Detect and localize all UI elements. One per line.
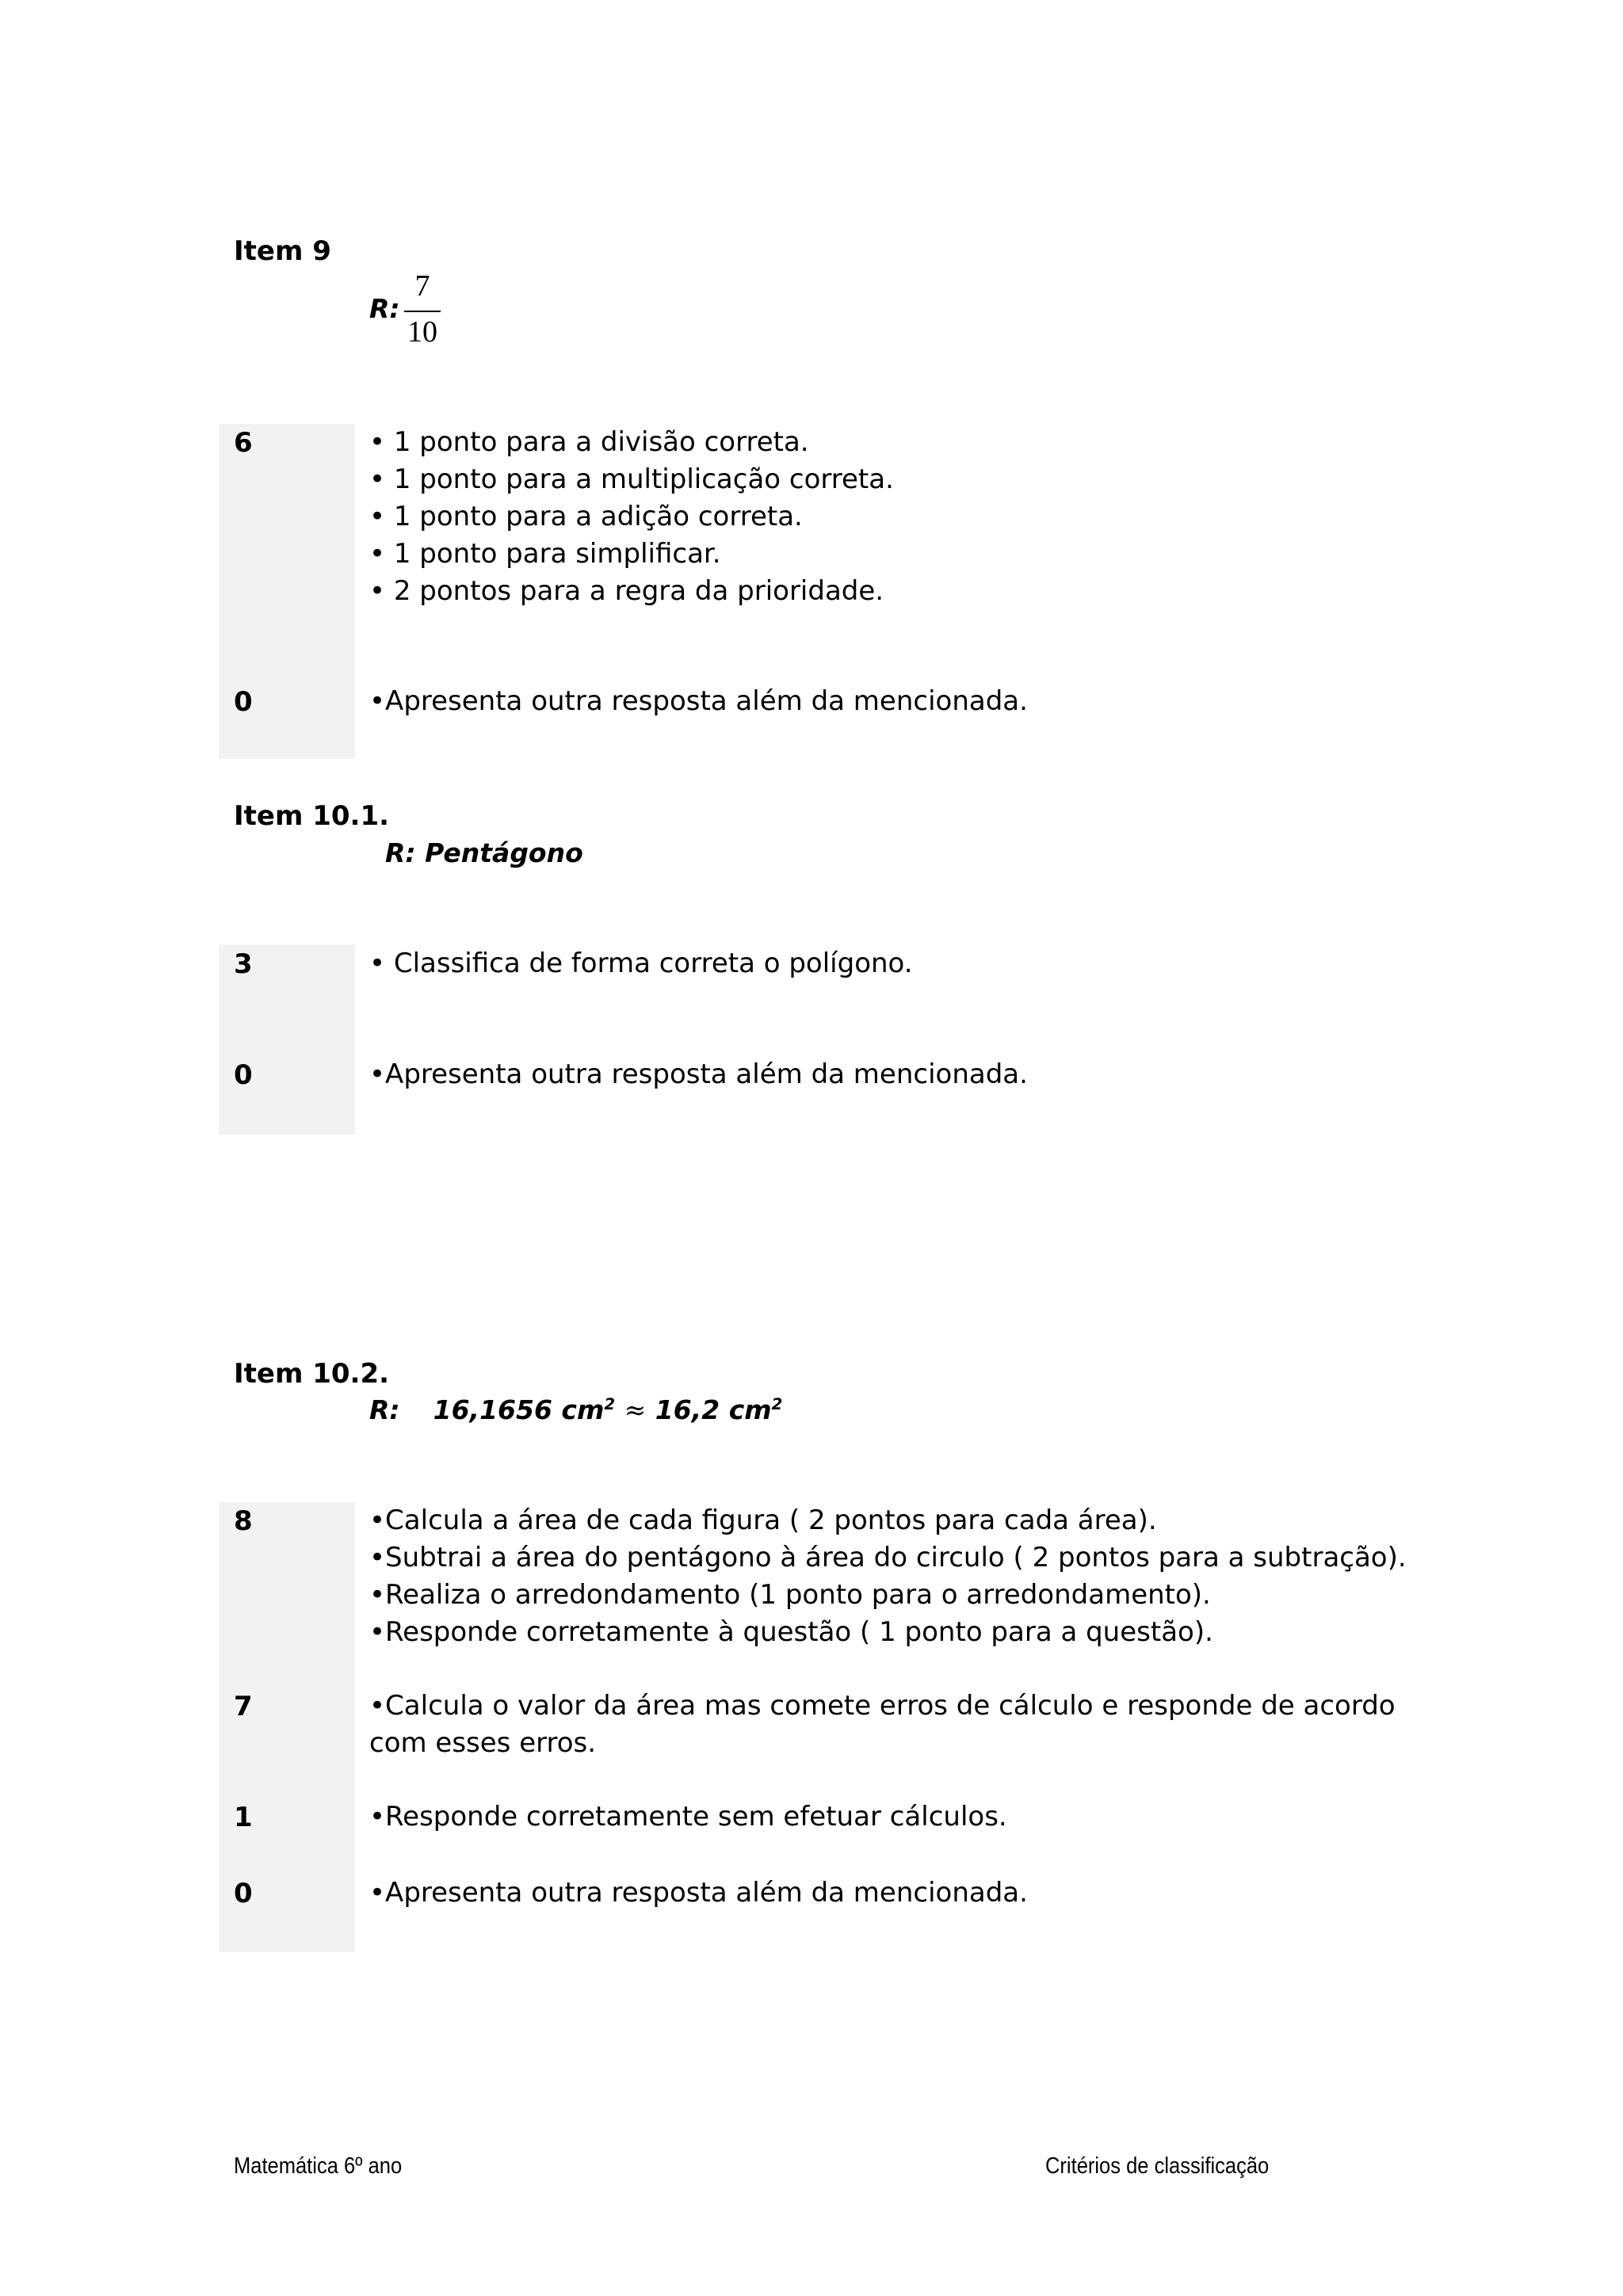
item-10-2-score-0: 0 — [234, 1878, 253, 1909]
item-9-criteria-6-line-2: • 1 ponto para a multiplicação correta. — [369, 463, 894, 495]
fraction-numerator: 7 — [414, 269, 430, 303]
item-10-2-criteria-8-line-2: •Subtrai a área do pentágono à área do circulo ( 2 pontos para a subtração). — [369, 1542, 1407, 1573]
item-10-2-criteria-8-line-4: •Responde corretamente à questão ( 1 ponto para a questão). — [369, 1616, 1213, 1648]
item-9-criteria-6-line-5: • 2 pontos para a regra da prioridade. — [369, 575, 884, 607]
item-10-2-criteria-1-line-1: •Responde corretamente sem efetuar cálculos. — [369, 1801, 1007, 1833]
item-9-score-0: 0 — [234, 686, 253, 718]
item-10-1-score-3: 3 — [234, 948, 253, 980]
item-9-criteria-6-line-1: • 1 ponto para a divisão correta. — [369, 426, 809, 458]
item-9-answer-label: R: — [369, 293, 400, 324]
item-10-2-answer-exponent: 2 — [604, 1395, 616, 1413]
item-9-score-6: 6 — [234, 427, 253, 459]
item-10-1-criteria-3-line-1: • Classifica de forma correta o polígono. — [369, 948, 913, 979]
item-10-2-criteria-8-line-3: •Realiza o arredondamento (1 ponto para o arredondamento). — [369, 1579, 1211, 1611]
item-10-2-title: Item 10.2. — [234, 1358, 390, 1390]
footer-left: Matemática 6º ano — [234, 2153, 403, 2179]
fraction-denominator: 10 — [407, 315, 437, 349]
item-10-1-answer: R: Pentágono — [385, 837, 583, 868]
fraction-bar — [404, 311, 441, 312]
item-10-2-criteria-7-line-1: •Calcula o valor da área mas comete erros de cálculo e responde de acordo com esses erros. — [369, 1690, 1396, 1759]
item-10-2-answer-rounded-exponent: 2 — [771, 1395, 783, 1413]
item-10-1-score-0: 0 — [234, 1059, 253, 1091]
item-9-criteria-0-line-1: •Apresenta outra resposta além da mencionada. — [369, 685, 1028, 717]
approx-symbol: ≈ — [624, 1394, 647, 1425]
footer-right: Critérios de classificação — [1045, 2153, 1270, 2179]
item-9-criteria-6-line-3: • 1 ponto para a adição correta. — [369, 501, 803, 532]
item-10-2-answer — [369, 1394, 783, 1425]
item-10-2-criteria-0-line-1: •Apresenta outra resposta além da mencionada. — [369, 1877, 1028, 1909]
item-10-2-answer-label: R: — [369, 1394, 400, 1425]
item-10-2-answer-value: 16,1656 cm — [433, 1394, 605, 1425]
item-10-2-criteria-8-line-1: •Calcula a área de cada figura ( 2 pontos para cada área). — [369, 1505, 1157, 1536]
item-10-2-answer-rounded: 16,2 cm — [655, 1394, 772, 1425]
item-9-title: Item 9 — [234, 235, 331, 267]
item-10-2-score-7: 7 — [234, 1691, 253, 1722]
item-10-2-score-1: 1 — [234, 1802, 253, 1833]
item-10-1-title: Item 10.1. — [234, 800, 390, 832]
item-10-2-score-8: 8 — [234, 1505, 253, 1537]
item-9-answer-fraction — [404, 271, 441, 347]
item-9-criteria-6-line-4: • 1 ponto para simplificar. — [369, 538, 721, 570]
item-10-1-criteria-0-line-1: •Apresenta outra resposta além da mencionada. — [369, 1058, 1028, 1090]
